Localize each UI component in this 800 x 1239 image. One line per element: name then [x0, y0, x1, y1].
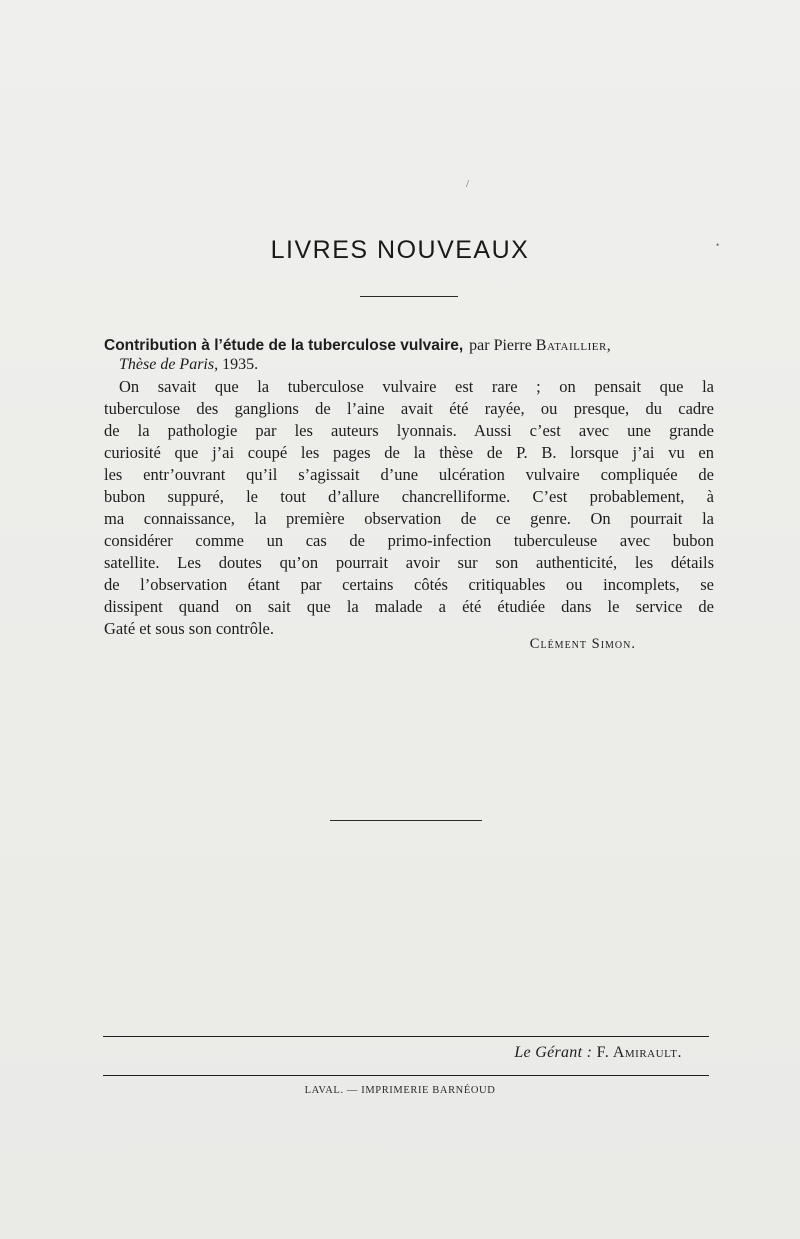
footer-rule-bottom — [103, 1075, 709, 1076]
body-line: dissipent quand on sait que la malade a été étudiée dans le service de — [104, 597, 714, 616]
gerant-name: F. Amirault. — [596, 1044, 682, 1061]
book-title: Contribution à l’étude de la tuberculose vulvaire, — [104, 337, 464, 354]
author-prefix: par Pierre — [469, 337, 532, 354]
body-line: curiosité que j’ai coupé les pages de la thèse de P. B. lorsque j’ai vu en — [104, 443, 714, 462]
title-divider — [360, 296, 458, 297]
body-line: les entr’ouvrant qu’il s’agissait d’une ulcération vulvaire compliquée de — [104, 465, 714, 484]
footer-rule-top — [103, 1036, 709, 1037]
author-name: Bataillier, — [535, 337, 612, 354]
end-divider — [330, 820, 482, 821]
gerant-label: Le Gérant : — [514, 1044, 593, 1061]
body-line: ma connaissance, la première observation de ce genre. On pourrait la — [104, 509, 714, 528]
body-line: de l’observation étant par certains côtés critiquables ou incomplets, se — [104, 575, 714, 594]
body-line: On savait que la tuberculose vulvaire est rare ; on pensait que la — [119, 377, 714, 396]
review-body — [104, 376, 714, 640]
stray-dot: • — [716, 240, 720, 250]
printer-imprint: LAVAL. — IMPRIMERIE BARNÉOUD — [304, 1085, 496, 1096]
review-heading — [104, 336, 704, 374]
body-line: Gaté et sous son contrôle. — [104, 619, 275, 638]
thesis-label: Thèse de Paris, — [119, 356, 219, 373]
body-line: tuberculose des ganglions de l’aine avait été rayée, ou presque, du cadre — [104, 399, 714, 418]
reviewer-signature: Clément Simon. — [529, 636, 636, 652]
gerant-line — [0, 1044, 682, 1062]
stray-mark: / — [466, 178, 470, 190]
body-line: satellite. Les doutes qu’on pourrait avoir sur son authenticité, les détails — [104, 553, 714, 572]
body-line: de la pathologie par les auteurs lyonnais. Aussi c’est avec une grande — [104, 421, 714, 440]
section-title: LIVRES NOUVEAUX — [270, 236, 530, 264]
body-line: considérer comme un cas de primo-infection tuberculeuse avec bubon — [104, 531, 714, 550]
body-line: bubon suppuré, le tout d’allure chancrelliforme. C’est probablement, à — [104, 487, 714, 506]
thesis-year: 1935. — [222, 356, 259, 373]
thesis-line — [104, 355, 704, 374]
